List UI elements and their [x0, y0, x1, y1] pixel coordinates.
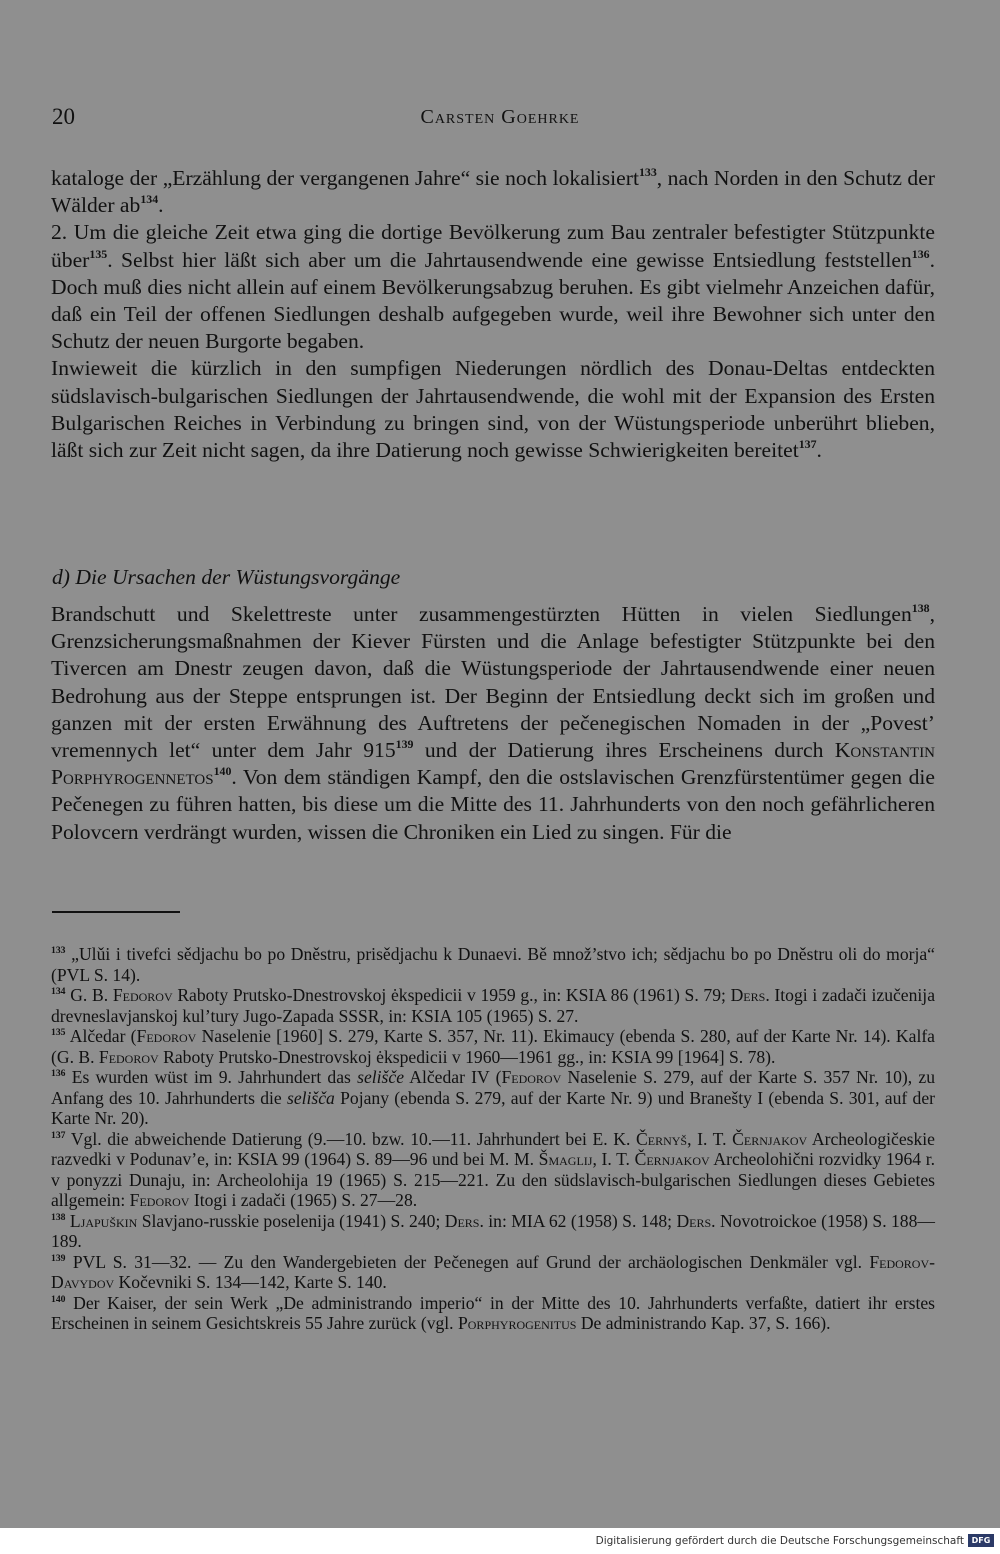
text-run: Es wurden wüst im 9. Jahrhundert das — [65, 1067, 358, 1087]
paragraph — [51, 219, 935, 355]
text-run: . Von dem ständigen Kampf, den die ostslavischen Grenzfürstentümer gegen die Pečenegen zu führen hatten, bis diese um die Mitte des 11. Jahrhunderts von den noch gefährlicheren Polovcern verdrängt wurden, wissen die Chroniken ein Lied zu singen. Für die — [51, 765, 935, 844]
page-number: 20 — [52, 104, 75, 129]
text-run: . Novotroickoe (1958) S. 188—189. — [51, 1210, 935, 1251]
text-run: Raboty Prutsko-Dnestrovskoj ėkspedicii v 1960—1961 gg., in: KSIA 99 [1964] S. 78). — [158, 1046, 776, 1067]
text-run: G. B. — [65, 985, 113, 1005]
text-run: Der Kaiser, der sein Werk „De administrando imperio“ in der Mitte des 10. Jahrhunderts verfaßte, datiert ihr erstes Erscheinen in seinem Gesichtskreis 55 Jahre zurück (vgl. — [51, 1292, 935, 1333]
footnotes — [51, 944, 935, 1334]
text-run: PVL S. 31—32. — Zu den Wandergebieten der Pečenegen auf Grund der archäologischen Denkmäler vgl. — [65, 1251, 870, 1272]
text-run: , nach Norden in den Schutz der Wälder ab — [51, 166, 935, 218]
author-name: Fedorov — [136, 1026, 197, 1046]
footnote — [51, 1129, 935, 1211]
text-run: . — [816, 438, 822, 463]
paragraph — [51, 601, 935, 846]
text-run: . Selbst hier läßt sich aber um die Jahrtausendwende eine gewisse Entsiedlung feststellen — [107, 247, 912, 272]
footnote-ref: 137 — [798, 437, 817, 452]
author-name: Konstantin Porphyrogennetos — [51, 738, 936, 790]
footnote-ref: 136 — [911, 246, 930, 261]
text-run: Inwieweit die kürzlich in den sumpfigen Niederungen nördlich des Donau-Deltas entdeckten südslavisch-bulgarischen Siedlungen der Jahrtausendwende, die wohl mit der Expansion des Ersten Bulgarischen Reiches in Verbindung zu bringen sind, von der Wüstungsperiode unberührt blieben, läßt sich zur Zeit nicht sagen, da ihre Datierung noch gewisse Schwierigkeiten bereitet — [51, 356, 935, 463]
text-run: Naselenie [1960] S. 279, Karte S. 357, Nr. 11). Ekimaucy (ebenda S. 280, auf der Karte Nr. 14). Kalfa (G. B. — [51, 1026, 935, 1067]
footnote-ref: 139 — [51, 1252, 66, 1264]
author-name: Fedorov — [112, 985, 173, 1005]
author-name: Ders — [730, 985, 766, 1005]
text-run: Archeologičeskie razvedki v Podunav’e, in: KSIA 99 (1964) S. 89—96 und bei M. M. — [51, 1128, 935, 1169]
text-run: De administrando Kap. 37, S. 166). — [576, 1313, 831, 1333]
text-run: Slavjano-russkie poselenija (1941) S. 240; — [137, 1210, 445, 1231]
text-run: Raboty Prutsko-Dnestrovskoj ėkspedicii v 1959 g., in: KSIA 86 (1961) S. 79; — [172, 985, 731, 1005]
footnote-ref: 134 — [140, 192, 159, 207]
author-name: Ljapuškin — [69, 1210, 138, 1231]
author-name: Fedorov-Davydov — [51, 1251, 935, 1292]
text-run: Itogi i zadači (1965) S. 27—28. — [189, 1190, 418, 1210]
footnote-ref: 133 — [51, 944, 66, 956]
footnote — [51, 1026, 935, 1067]
footnote-ref: 138 — [51, 1211, 66, 1223]
paragraph — [51, 355, 935, 464]
footer-credit: Digitalisierung gefördert durch die Deutsche Forschungsgemeinschaft — [595, 1535, 964, 1547]
text-run: , Grenzsicherungsmaßnahmen der Kiever Fürsten und die Anlage befestigter Stützpunkte bei den Tivercen am Dnestr zeugen davon, daß die Wüstungsperiode der Jahrtausendwende einer neuen Bedrohung aus der Steppe entsprungen ist. Der Beginn der Entsiedlung deckt sich im großen und ganzen mit der ersten Erwähnung des Auftretens der pečenegischen Nomaden in der „Povest’ vremennych let“ unter dem Jahr 915 — [51, 602, 935, 763]
author-name: Šmaglij — [538, 1149, 593, 1169]
author-name: Fedorov — [501, 1067, 562, 1087]
author-name: Fedorov — [98, 1046, 159, 1067]
footnote-ref: 135 — [89, 246, 108, 261]
text-run: . in: MIA 62 (1958) S. 148; — [479, 1210, 677, 1231]
text-run: . Itogi i zadači izučenija drevneslavjanskoj kul’tury Jugo-Zapada SSSR, in: KSIA 105 (1965) S. 27. — [51, 985, 935, 1026]
author-name: Černyš — [636, 1128, 688, 1149]
footnote-ref: 140 — [51, 1293, 66, 1305]
author-name: Fedorov — [129, 1190, 190, 1210]
text-run: Kočevniki S. 134—142, Karte S. 140. — [114, 1272, 387, 1292]
footnote — [51, 1252, 935, 1293]
footnote — [51, 985, 935, 1026]
body-text-upper — [51, 165, 935, 464]
text-run: . Doch muß dies nicht allein auf einem Bevölkerungsabzug beruhen. Es gibt vielmehr Anzeichen dafür, daß ein Teil der offenen Siedlungen deshalb aufgegeben wurde, weil ihre Bewohner sich unter den Schutz der neuen Burgorte begaben. — [51, 247, 935, 354]
text-run: Brandschutt und Skelettreste unter zusammengestürzten Hütten in vielen Siedlungen — [51, 602, 912, 626]
body-text-lower — [51, 601, 935, 846]
digitization-footer — [0, 1528, 1000, 1554]
paragraph — [51, 165, 935, 219]
text-run: Alčedar IV ( — [404, 1067, 502, 1087]
running-title: Carsten Goehrke — [420, 106, 580, 128]
author-name: Ders — [444, 1210, 480, 1231]
footnote-ref: 140 — [213, 764, 232, 779]
author-name: Ders — [676, 1210, 712, 1231]
footnote-ref: 137 — [51, 1129, 66, 1141]
footnote-ref: 134 — [51, 985, 66, 997]
text-run: Vgl. die abweichende Datierung (9.—10. bzw. 10.—11. Jahrhundert bei E. K. — [65, 1128, 637, 1149]
dfg-logo: DFG — [968, 1534, 994, 1547]
text-run: Archeolohični rozvidky 1964 r. v ponyzzi Dunaju, in: Archeolohija 19 (1965) S. 215—221. Zu den südslavisch-bulgarischen Siedlungen dieses Gebietes allgemein: — [51, 1149, 936, 1210]
text-run: . — [158, 193, 164, 218]
author-name: Černjakov — [732, 1128, 808, 1149]
text-run: Pojany (ebenda S. 279, auf der Karte Nr. 9) und Branešty I (ebenda S. 301, auf der Karte Nr. 20). — [51, 1087, 935, 1128]
text-run: Naselenie S. 279, auf der Karte S. 357 Nr. 10), zu Anfang des 10. Jahrhunderts die — [51, 1067, 935, 1108]
italic-term: selišče — [357, 1067, 405, 1087]
footnote-ref: 138 — [911, 601, 930, 616]
italic-term: selišča — [286, 1087, 335, 1108]
author-name: Porphyrogenitus — [457, 1313, 577, 1333]
footnote — [51, 944, 935, 985]
footnote-separator — [52, 911, 180, 913]
footnote — [51, 1067, 935, 1129]
author-name: Černjakov — [634, 1149, 710, 1169]
text-run: , I. T. — [592, 1149, 635, 1169]
footnote-ref: 139 — [395, 737, 414, 752]
footnote-ref: 135 — [51, 1026, 66, 1038]
text-run: kataloge der „Erzählung der vergangenen Jahre“ sie noch lokalisiert — [51, 166, 639, 190]
section-heading: d) Die Ursachen der Wüstungsvorgänge — [52, 565, 401, 589]
footnote — [51, 1211, 935, 1252]
text-run: Alčedar ( — [65, 1026, 137, 1046]
text-run: und der Datierung ihres Erscheinens durch — [413, 738, 835, 763]
text-run: „Ulǔi i tivefci sědjachu bo po Dněstru, prisědjachu k Dunaevi. Bě množ’stvo ich; sědjachu bo po Dněstru oli do morja“ (PVL S. 14). — [51, 944, 935, 985]
footnote — [51, 1293, 935, 1334]
footnote-ref: 133 — [638, 165, 657, 180]
text-run: 2. Um die gleiche Zeit etwa ging die dortige Bevölkerung zum Bau zentraler befestigter Stützpunkte über — [51, 220, 935, 272]
footnote-ref: 136 — [51, 1067, 66, 1079]
text-run: , I. T. — [687, 1128, 733, 1149]
